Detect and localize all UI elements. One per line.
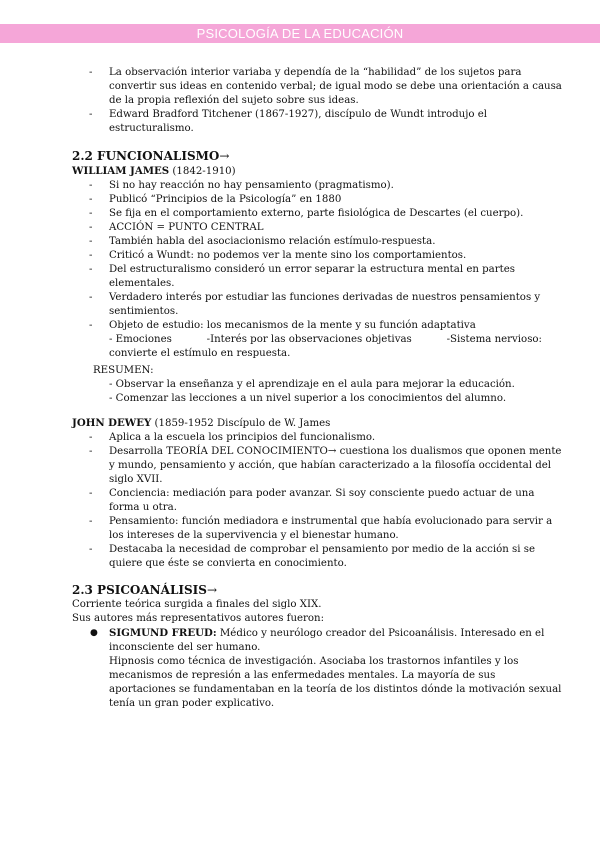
- list-item: - Edward Bradford Titchener (1867-1927), discípulo de Wundt introdujo el estructuralismo.: [109, 108, 562, 136]
- list-item: - Comenzar las lecciones a un nivel superior a los conocimientos del alumno.: [109, 393, 507, 404]
- list-item-objeto: - Objeto de estudio: los mecanismos de la mente y su función adaptativa - Emociones -Interés por las observaciones objetivas -Sistema nervioso: convierte el estímulo en respuesta.: [109, 319, 562, 361]
- author-william-james: WILLIAM JAMES (1842-1910): [72, 165, 236, 177]
- james-list: [72, 179, 562, 361]
- list-item: - También habla del asociacionismo relación estímulo-respuesta.: [109, 235, 562, 249]
- list-item: - La observación interior variaba y dependía de la “habilidad” de los sujetos para convertir sus ideas en contenido verbal; de igual modo se debe una orientación a causa de la propia reflexión del sujeto sobre sus ideas.: [109, 66, 562, 108]
- list-item: - ACCIÓN = PUNTO CENTRAL: [109, 221, 562, 235]
- document-title: PSICOLOGÍA DE LA EDUCACIÓN: [196, 26, 404, 41]
- author-john-dewey: JOHN DEWEY (1859-1952 Discípulo de W. James: [72, 417, 331, 429]
- list-item: - Aplica a la escuela los principios del funcionalismo.: [109, 431, 562, 445]
- list-item: - Pensamiento: función mediadora e instrumental que había evolucionado para servir a los intereses de la supervivencia y el bienestar humano.: [109, 515, 562, 543]
- freud-paragraph: Hipnosis como técnica de investigación. Asociaba los trastornos infantiles y los mecanismos de represión a las enfermedades mentales. La mayoría de sus aportaciones se fundamentaban en la teoría de los distintos dónde la motivación sexual tenía un gran poder explicativo.: [109, 656, 562, 709]
- list-item-freud: ● SIGMUND FREUD: Médico y neurólogo creador del Psicoanálisis. Interesado en el inconsciente del ser humano.: [109, 626, 562, 655]
- dewey-list: [72, 431, 562, 571]
- list-item: - Del estructuralismo consideró un error separar la estructura mental en partes elementales.: [109, 263, 562, 291]
- header-band: [0, 24, 600, 43]
- resumen-list: [72, 378, 562, 406]
- intro-list: [72, 66, 562, 136]
- list-item: - Conciencia: mediación para poder avanzar. Si soy consciente puedo actuar de una forma u otra.: [109, 487, 562, 515]
- section-heading-funcionalismo: 2.2 FUNCIONALISMO→: [72, 149, 230, 163]
- freud-list: [72, 626, 562, 655]
- document-body: [72, 66, 562, 711]
- paragraph: Corriente teórica surgida a finales del siglo XIX.: [72, 599, 322, 610]
- list-item: - Desarrolla TEORÍA DEL CONOCIMIENTO→ cuestiona los dualismos que oponen mente y mundo, pensamiento y acción, que habían caracterizado a la filosofía occidental del siglo XVII.: [109, 445, 562, 487]
- list-item: - Si no hay reacción no hay pensamiento (pragmatismo).: [109, 179, 562, 193]
- arrow-icon: →: [219, 149, 230, 163]
- resumen-label: RESUMEN:: [93, 365, 154, 376]
- list-item: - Verdadero interés por estudiar las funciones derivadas de nuestros pensamientos y sentimientos.: [109, 291, 562, 319]
- list-item: - Criticó a Wundt: no podemos ver la mente sino los comportamientos.: [109, 249, 562, 263]
- arrow-icon: →: [206, 583, 218, 597]
- objeto-sub-row: - Emociones -Interés por las observaciones objetivas -Sistema nervioso:: [109, 334, 542, 345]
- list-item: - Destacaba la necesidad de comprobar el pensamiento por medio de la acción si se quiere que éste se convierta en conocimiento.: [109, 543, 562, 571]
- paragraph: Sus autores más representativos autores fueron:: [72, 613, 325, 624]
- list-item: - Observar la enseñanza y el aprendizaje en el aula para mejorar la educación.: [109, 379, 515, 390]
- list-item: - Publicó “Principios de la Psicología” en 1880: [109, 193, 562, 207]
- list-item: - Se fija en el comportamiento externo, parte fisiológica de Descartes (el cuerpo).: [109, 207, 562, 221]
- section-heading-psicoanalisis: 2.3 PSICOANÁLISIS→: [72, 583, 218, 597]
